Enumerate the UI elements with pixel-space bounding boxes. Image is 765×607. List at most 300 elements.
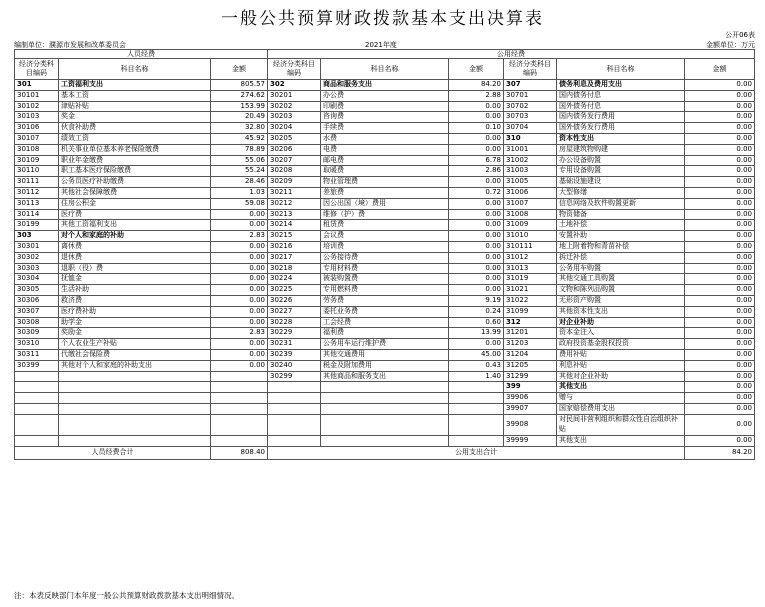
public_right_rows-amount: 0.00 bbox=[685, 101, 755, 112]
personnel_rows-code: 30305 bbox=[15, 285, 59, 296]
table-row bbox=[15, 339, 755, 350]
public_right_rows-name: 土地补偿 bbox=[557, 220, 685, 231]
personnel_rows-code: 30302 bbox=[15, 252, 59, 263]
public_right_rows-name: 国外债务发行费用 bbox=[557, 123, 685, 134]
column-header-amount: 金额 bbox=[211, 59, 268, 80]
public_mid_rows-code: 30213 bbox=[268, 209, 321, 220]
public_right_rows-code: 31006 bbox=[504, 187, 557, 198]
public_mid_rows-name: 专用材料费 bbox=[321, 263, 449, 274]
personnel_rows-code: 30111 bbox=[15, 177, 59, 188]
public_right_rows-code: 30702 bbox=[504, 101, 557, 112]
public_mid_rows-name: 公务接待费 bbox=[321, 252, 449, 263]
personnel_rows-amount: 0.00 bbox=[211, 317, 268, 328]
personnel_rows-name: 代缴社会保险费 bbox=[59, 349, 211, 360]
personnel_rows-amount: 0.00 bbox=[211, 339, 268, 350]
public_mid_rows-code: 30217 bbox=[268, 252, 321, 263]
empty-cell bbox=[211, 371, 268, 382]
personnel_rows-name: 公务员医疗补助缴费 bbox=[59, 177, 211, 188]
empty-cell bbox=[15, 382, 59, 393]
public_mid_rows-name: 商品和服务支出 bbox=[321, 80, 449, 91]
public_mid_rows-amount: 2.86 bbox=[449, 166, 504, 177]
personnel_rows-name: 工资福利支出 bbox=[59, 80, 211, 91]
public_right_rows-amount: 0.00 bbox=[685, 112, 755, 123]
public_mid_rows-amount: 2.88 bbox=[449, 90, 504, 101]
personnel_rows-code: 30308 bbox=[15, 317, 59, 328]
column-header-amount: 金额 bbox=[685, 59, 755, 80]
public_mid_rows-code: 30209 bbox=[268, 177, 321, 188]
table-row bbox=[15, 90, 755, 101]
table-row bbox=[15, 80, 755, 91]
public_mid_rows-name: 电费 bbox=[321, 144, 449, 155]
table-number: 公开06表 bbox=[725, 31, 755, 39]
table-row bbox=[15, 393, 755, 404]
public_right_rows-code: 31012 bbox=[504, 252, 557, 263]
public_mid_rows-amount: 0.00 bbox=[449, 144, 504, 155]
personnel_rows-name: 救济费 bbox=[59, 295, 211, 306]
column-header-name: 科目名称 bbox=[557, 59, 685, 80]
table-row bbox=[15, 274, 755, 285]
personnel_rows-code: 30301 bbox=[15, 241, 59, 252]
public_mid_rows-code: 30231 bbox=[268, 339, 321, 350]
public_right_rows-code: 31204 bbox=[504, 349, 557, 360]
personnel_rows-code: 30103 bbox=[15, 112, 59, 123]
public_right_rows-code: 39908 bbox=[504, 414, 557, 435]
table-row bbox=[15, 328, 755, 339]
empty-cell bbox=[15, 393, 59, 404]
public_right_rows-name: 房屋建筑物购建 bbox=[557, 144, 685, 155]
public_mid_rows-code: 30212 bbox=[268, 198, 321, 209]
personnel_rows-amount: 0.00 bbox=[211, 360, 268, 371]
personnel_rows-name: 住房公积金 bbox=[59, 198, 211, 209]
public_mid_rows-name: 会议费 bbox=[321, 231, 449, 242]
public_right_rows-code: 312 bbox=[504, 317, 557, 328]
table-row bbox=[15, 306, 755, 317]
public_right_rows-name: 其他交通工具购置 bbox=[557, 274, 685, 285]
column-header-name: 科目名称 bbox=[59, 59, 211, 80]
table-row bbox=[15, 133, 755, 144]
public_mid_rows-code: 30215 bbox=[268, 231, 321, 242]
public_mid_rows-name: 取暖费 bbox=[321, 166, 449, 177]
personnel_rows-code: 30113 bbox=[15, 198, 59, 209]
public_right_rows-code: 31021 bbox=[504, 285, 557, 296]
public_right_rows-amount: 0.00 bbox=[685, 328, 755, 339]
personnel_rows-code: 30310 bbox=[15, 339, 59, 350]
public_right_rows-code: 31008 bbox=[504, 209, 557, 220]
public_mid_rows-amount: 0.00 bbox=[449, 231, 504, 242]
public_mid_rows-name: 租赁费 bbox=[321, 220, 449, 231]
personnel_rows-amount: 0.00 bbox=[211, 241, 268, 252]
public_right_rows-amount: 0.00 bbox=[685, 252, 755, 263]
unit-label: 金额单位：万元 bbox=[706, 41, 755, 49]
personnel_rows-code: 30112 bbox=[15, 187, 59, 198]
personnel_rows-amount: 805.57 bbox=[211, 80, 268, 91]
public_mid_rows-amount: 9.19 bbox=[449, 295, 504, 306]
personnel_rows-name: 职工基本医疗保险缴费 bbox=[59, 166, 211, 177]
public_mid_rows-code: 30204 bbox=[268, 123, 321, 134]
empty-cell bbox=[268, 382, 321, 393]
personnel_rows-amount: 0.00 bbox=[211, 274, 268, 285]
public-total-amount: 84.20 bbox=[685, 446, 755, 459]
public_right_rows-name: 专用设备购置 bbox=[557, 166, 685, 177]
empty-cell bbox=[321, 393, 449, 404]
personnel_rows-name: 退休费 bbox=[59, 252, 211, 263]
public_right_rows-code: 31001 bbox=[504, 144, 557, 155]
public_mid_rows-name: 被装购置费 bbox=[321, 274, 449, 285]
personnel_rows-amount: 1.03 bbox=[211, 187, 268, 198]
personnel_rows-amount: 45.92 bbox=[211, 133, 268, 144]
public_right_rows-amount: 0.00 bbox=[685, 241, 755, 252]
public_right_rows-name: 对企业补助 bbox=[557, 317, 685, 328]
personnel_rows-name: 医疗费补助 bbox=[59, 306, 211, 317]
table-row bbox=[15, 166, 755, 177]
public_mid_rows-name: 维修（护）费 bbox=[321, 209, 449, 220]
personnel_rows-code: 30108 bbox=[15, 144, 59, 155]
public_mid_rows-code: 30218 bbox=[268, 263, 321, 274]
personnel_rows-amount: 55.24 bbox=[211, 166, 268, 177]
public_right_rows-name: 费用补贴 bbox=[557, 349, 685, 360]
personnel_rows-amount: 0.00 bbox=[211, 306, 268, 317]
public_right_rows-code: 30701 bbox=[504, 90, 557, 101]
public_mid_rows-code: 30214 bbox=[268, 220, 321, 231]
public_mid_rows-name: 委托业务费 bbox=[321, 306, 449, 317]
public_mid_rows-code: 30201 bbox=[268, 90, 321, 101]
personnel_rows-amount: 2.83 bbox=[211, 328, 268, 339]
personnel_rows-amount: 0.00 bbox=[211, 285, 268, 296]
public_right_rows-code: 31022 bbox=[504, 295, 557, 306]
personnel_rows-name: 其他工资福利支出 bbox=[59, 220, 211, 231]
public_right_rows-code: 30704 bbox=[504, 123, 557, 134]
personnel_rows-code: 30304 bbox=[15, 274, 59, 285]
public_right_rows-amount: 0.00 bbox=[685, 306, 755, 317]
public_right_rows-amount: 0.00 bbox=[685, 339, 755, 350]
personnel_rows-code: 30311 bbox=[15, 349, 59, 360]
public_mid_rows-code: 30228 bbox=[268, 317, 321, 328]
table-row bbox=[15, 220, 755, 231]
empty-cell bbox=[268, 435, 321, 446]
public_mid_rows-amount: 0.00 bbox=[449, 274, 504, 285]
public_right_rows-name: 国外债务付息 bbox=[557, 101, 685, 112]
public_mid_rows-code: 30211 bbox=[268, 187, 321, 198]
section-public-header: 公用经费 bbox=[268, 50, 755, 59]
table-row bbox=[15, 187, 755, 198]
public_right_rows-amount: 0.00 bbox=[685, 263, 755, 274]
table-row bbox=[15, 101, 755, 112]
public_right_rows-code: 30703 bbox=[504, 112, 557, 123]
public_mid_rows-code: 30240 bbox=[268, 360, 321, 371]
totals-row bbox=[15, 446, 755, 459]
public_right_rows-code: 31009 bbox=[504, 220, 557, 231]
personnel_rows-name: 职业年金缴费 bbox=[59, 155, 211, 166]
public_mid_rows-amount: 0.00 bbox=[449, 209, 504, 220]
public_right_rows-name: 无形资产购置 bbox=[557, 295, 685, 306]
table-row bbox=[15, 360, 755, 371]
public_mid_rows-code: 30227 bbox=[268, 306, 321, 317]
column-header-code: 经济分类科目编码 bbox=[268, 59, 321, 80]
public_right_rows-name: 资本金注入 bbox=[557, 328, 685, 339]
public_mid_rows-code: 30202 bbox=[268, 101, 321, 112]
personnel_rows-name: 退职（役）费 bbox=[59, 263, 211, 274]
public_right_rows-amount: 0.00 bbox=[685, 371, 755, 382]
public_mid_rows-code: 30206 bbox=[268, 144, 321, 155]
page-title: 一般公共预算财政拨款基本支出决算表 bbox=[221, 9, 544, 29]
personnel_rows-code: 30102 bbox=[15, 101, 59, 112]
public_mid_rows-amount: 0.60 bbox=[449, 317, 504, 328]
table-row bbox=[15, 123, 755, 134]
empty-cell bbox=[59, 382, 211, 393]
public_mid_rows-code: 30224 bbox=[268, 274, 321, 285]
public_right_rows-amount: 0.00 bbox=[685, 198, 755, 209]
public_right_rows-name: 公务用车购置 bbox=[557, 263, 685, 274]
table-row bbox=[15, 382, 755, 393]
public_mid_rows-amount: 0.00 bbox=[449, 177, 504, 188]
public_mid_rows-code: 30226 bbox=[268, 295, 321, 306]
personnel_rows-name: 基本工资 bbox=[59, 90, 211, 101]
public_mid_rows-name: 税金及附加费用 bbox=[321, 360, 449, 371]
table-row bbox=[15, 241, 755, 252]
empty-cell bbox=[449, 382, 504, 393]
public_mid_rows-code: 30203 bbox=[268, 112, 321, 123]
personnel_rows-name: 奖励金 bbox=[59, 328, 211, 339]
empty-cell bbox=[59, 371, 211, 382]
personnel_rows-amount: 55.06 bbox=[211, 155, 268, 166]
table-row bbox=[15, 144, 755, 155]
personnel_rows-amount: 0.00 bbox=[211, 209, 268, 220]
public_mid_rows-name: 印刷费 bbox=[321, 101, 449, 112]
public_mid_rows-code: 302 bbox=[268, 80, 321, 91]
public_right_rows-code: 31007 bbox=[504, 198, 557, 209]
public_mid_rows-amount: 0.00 bbox=[449, 285, 504, 296]
public_right_rows-code: 31019 bbox=[504, 274, 557, 285]
empty-cell bbox=[268, 414, 321, 435]
public_mid_rows-amount: 6.78 bbox=[449, 155, 504, 166]
public_mid_rows-amount: 0.00 bbox=[449, 339, 504, 350]
personnel_rows-code: 30399 bbox=[15, 360, 59, 371]
personnel_rows-code: 30306 bbox=[15, 295, 59, 306]
table-row bbox=[15, 231, 755, 242]
public_right_rows-code: 31299 bbox=[504, 371, 557, 382]
empty-cell bbox=[211, 403, 268, 414]
personnel_rows-code: 30110 bbox=[15, 166, 59, 177]
public_right_rows-amount: 0.00 bbox=[685, 403, 755, 414]
public_right_rows-code: 31099 bbox=[504, 306, 557, 317]
personnel_rows-amount: 78.89 bbox=[211, 144, 268, 155]
empty-cell bbox=[449, 435, 504, 446]
public_mid_rows-name: 办公费 bbox=[321, 90, 449, 101]
public_mid_rows-code: 30205 bbox=[268, 133, 321, 144]
public_right_rows-amount: 0.00 bbox=[685, 274, 755, 285]
public_right_rows-amount: 0.00 bbox=[685, 177, 755, 188]
public_right_rows-amount: 0.00 bbox=[685, 317, 755, 328]
table-row bbox=[15, 252, 755, 263]
public_right_rows-name: 信息网络及软件购置更新 bbox=[557, 198, 685, 209]
personnel_rows-amount: 0.00 bbox=[211, 252, 268, 263]
public_mid_rows-amount: 0.00 bbox=[449, 241, 504, 252]
public_right_rows-name: 其他支出 bbox=[557, 435, 685, 446]
public_right_rows-code: 31010 bbox=[504, 231, 557, 242]
public_mid_rows-amount: 45.00 bbox=[449, 349, 504, 360]
empty-cell bbox=[15, 371, 59, 382]
public_mid_rows-amount: 0.72 bbox=[449, 187, 504, 198]
personnel_rows-name: 奖金 bbox=[59, 112, 211, 123]
public_right_rows-name: 办公设备购置 bbox=[557, 155, 685, 166]
empty-cell bbox=[268, 393, 321, 404]
public_mid_rows-name: 差旅费 bbox=[321, 187, 449, 198]
public_mid_rows-name: 福利费 bbox=[321, 328, 449, 339]
public_right_rows-code: 31013 bbox=[504, 263, 557, 274]
personnel_rows-code: 30107 bbox=[15, 133, 59, 144]
personnel_rows-code: 30106 bbox=[15, 123, 59, 134]
empty-cell bbox=[211, 382, 268, 393]
public_mid_rows-name: 公务用车运行维护费 bbox=[321, 339, 449, 350]
table-row bbox=[15, 317, 755, 328]
public_right_rows-code: 31201 bbox=[504, 328, 557, 339]
public_mid_rows-code: 30216 bbox=[268, 241, 321, 252]
public_right_rows-name: 国内债务付息 bbox=[557, 90, 685, 101]
public_right_rows-amount: 0.00 bbox=[685, 90, 755, 101]
empty-cell bbox=[211, 393, 268, 404]
public_right_rows-code: 31005 bbox=[504, 177, 557, 188]
public_right_rows-amount: 0.00 bbox=[685, 382, 755, 393]
personnel_rows-code: 30114 bbox=[15, 209, 59, 220]
empty-cell bbox=[211, 414, 268, 435]
public_right_rows-amount: 0.00 bbox=[685, 285, 755, 296]
personnel_rows-name: 其他对个人和家庭的补助支出 bbox=[59, 360, 211, 371]
public_mid_rows-amount: 84.20 bbox=[449, 80, 504, 91]
public_right_rows-name: 其他对企业补助 bbox=[557, 371, 685, 382]
personnel_rows-code: 303 bbox=[15, 231, 59, 242]
public_right_rows-code: 31003 bbox=[504, 166, 557, 177]
public_mid_rows-name: 水费 bbox=[321, 133, 449, 144]
personnel_rows-code: 301 bbox=[15, 80, 59, 91]
public_right_rows-amount: 0.00 bbox=[685, 187, 755, 198]
public_mid_rows-amount: 0.00 bbox=[449, 101, 504, 112]
public_mid_rows-code: 30208 bbox=[268, 166, 321, 177]
personnel_rows-code: 30307 bbox=[15, 306, 59, 317]
personnel_rows-amount: 153.99 bbox=[211, 101, 268, 112]
table-row bbox=[15, 209, 755, 220]
public_right_rows-name: 大型修缮 bbox=[557, 187, 685, 198]
public_right_rows-name: 其他资本性支出 bbox=[557, 306, 685, 317]
table-row bbox=[15, 177, 755, 188]
public_right_rows-name: 对民间非营利组织和群众性自治组织补贴 bbox=[557, 414, 685, 435]
public_right_rows-name: 安置补助 bbox=[557, 231, 685, 242]
public_right_rows-amount: 0.00 bbox=[685, 144, 755, 155]
table-row bbox=[15, 285, 755, 296]
public_mid_rows-amount: 0.00 bbox=[449, 198, 504, 209]
public_right_rows-code: 31205 bbox=[504, 360, 557, 371]
public_mid_rows-name: 邮电费 bbox=[321, 155, 449, 166]
public_right_rows-code: 307 bbox=[504, 80, 557, 91]
table-row bbox=[15, 435, 755, 446]
empty-cell bbox=[15, 435, 59, 446]
empty-cell bbox=[15, 414, 59, 435]
personnel_rows-amount: 0.00 bbox=[211, 295, 268, 306]
table-row bbox=[15, 198, 755, 209]
public_mid_rows-name: 劳务费 bbox=[321, 295, 449, 306]
empty-cell bbox=[321, 403, 449, 414]
empty-cell bbox=[321, 435, 449, 446]
table-row bbox=[15, 112, 755, 123]
public_mid_rows-code: 30229 bbox=[268, 328, 321, 339]
table-row bbox=[15, 403, 755, 414]
public_mid_rows-name: 手续费 bbox=[321, 123, 449, 134]
public_right_rows-name: 文物和陈列品购置 bbox=[557, 285, 685, 296]
public_mid_rows-amount: 0.24 bbox=[449, 306, 504, 317]
table-row bbox=[15, 371, 755, 382]
personnel_rows-amount: 274.62 bbox=[211, 90, 268, 101]
empty-cell bbox=[59, 414, 211, 435]
public_mid_rows-name: 其他商品和服务支出 bbox=[321, 371, 449, 382]
public_right_rows-amount: 0.00 bbox=[685, 393, 755, 404]
public_right_rows-name: 政府投资基金股权投资 bbox=[557, 339, 685, 350]
column-header-amount: 金额 bbox=[449, 59, 504, 80]
personnel_rows-code: 30303 bbox=[15, 263, 59, 274]
public_right_rows-amount: 0.00 bbox=[685, 295, 755, 306]
public_mid_rows-amount: 0.43 bbox=[449, 360, 504, 371]
public_mid_rows-amount: 0.00 bbox=[449, 252, 504, 263]
public_mid_rows-amount: 0.00 bbox=[449, 263, 504, 274]
public_right_rows-name: 物资储备 bbox=[557, 209, 685, 220]
table-row bbox=[15, 263, 755, 274]
personnel_rows-name: 对个人和家庭的补助 bbox=[59, 231, 211, 242]
public_mid_rows-code: 30299 bbox=[268, 371, 321, 382]
public_right_rows-amount: 0.00 bbox=[685, 123, 755, 134]
public_right_rows-amount: 0.00 bbox=[685, 133, 755, 144]
personnel_rows-code: 30109 bbox=[15, 155, 59, 166]
empty-cell bbox=[449, 403, 504, 414]
empty-cell bbox=[449, 393, 504, 404]
public_right_rows-amount: 0.00 bbox=[685, 220, 755, 231]
empty-cell bbox=[268, 403, 321, 414]
public_mid_rows-name: 专用燃料费 bbox=[321, 285, 449, 296]
public_right_rows-code: 310111 bbox=[504, 241, 557, 252]
public_right_rows-name: 基础设施建设 bbox=[557, 177, 685, 188]
personnel_rows-name: 机关事业单位基本养老保险缴费 bbox=[59, 144, 211, 155]
public_right_rows-code: 39999 bbox=[504, 435, 557, 446]
public_right_rows-amount: 0.00 bbox=[685, 349, 755, 360]
public_mid_rows-code: 30207 bbox=[268, 155, 321, 166]
public_right_rows-amount: 0.00 bbox=[685, 209, 755, 220]
empty-cell bbox=[15, 403, 59, 414]
personnel_rows-name: 离休费 bbox=[59, 241, 211, 252]
public_mid_rows-amount: 1.40 bbox=[449, 371, 504, 382]
column-header-code: 经济分类科目编码 bbox=[504, 59, 557, 80]
public_right_rows-amount: 0.00 bbox=[685, 360, 755, 371]
public_mid_rows-amount: 13.99 bbox=[449, 328, 504, 339]
public_right_rows-name: 拆迁补偿 bbox=[557, 252, 685, 263]
personnel_rows-amount: 20.49 bbox=[211, 112, 268, 123]
public_mid_rows-name: 因公出国（境）费用 bbox=[321, 198, 449, 209]
public_mid_rows-name: 物业管理费 bbox=[321, 177, 449, 188]
public_right_rows-code: 31002 bbox=[504, 155, 557, 166]
public_right_rows-name: 国家赔偿费用支出 bbox=[557, 403, 685, 414]
personnel_rows-name: 其他社会保障缴费 bbox=[59, 187, 211, 198]
empty-cell bbox=[211, 435, 268, 446]
public_mid_rows-name: 咨询费 bbox=[321, 112, 449, 123]
personnel_rows-name: 津贴补贴 bbox=[59, 101, 211, 112]
personnel_rows-name: 抚恤金 bbox=[59, 274, 211, 285]
public_mid_rows-code: 30225 bbox=[268, 285, 321, 296]
table-row bbox=[15, 155, 755, 166]
personnel_rows-amount: 0.00 bbox=[211, 349, 268, 360]
table-row bbox=[15, 295, 755, 306]
public_right_rows-code: 39907 bbox=[504, 403, 557, 414]
column-header-name: 科目名称 bbox=[321, 59, 449, 80]
personnel_rows-code: 30199 bbox=[15, 220, 59, 231]
public-total-label: 公用支出合计 bbox=[268, 446, 685, 459]
personnel_rows-amount: 2.83 bbox=[211, 231, 268, 242]
personnel_rows-code: 30309 bbox=[15, 328, 59, 339]
